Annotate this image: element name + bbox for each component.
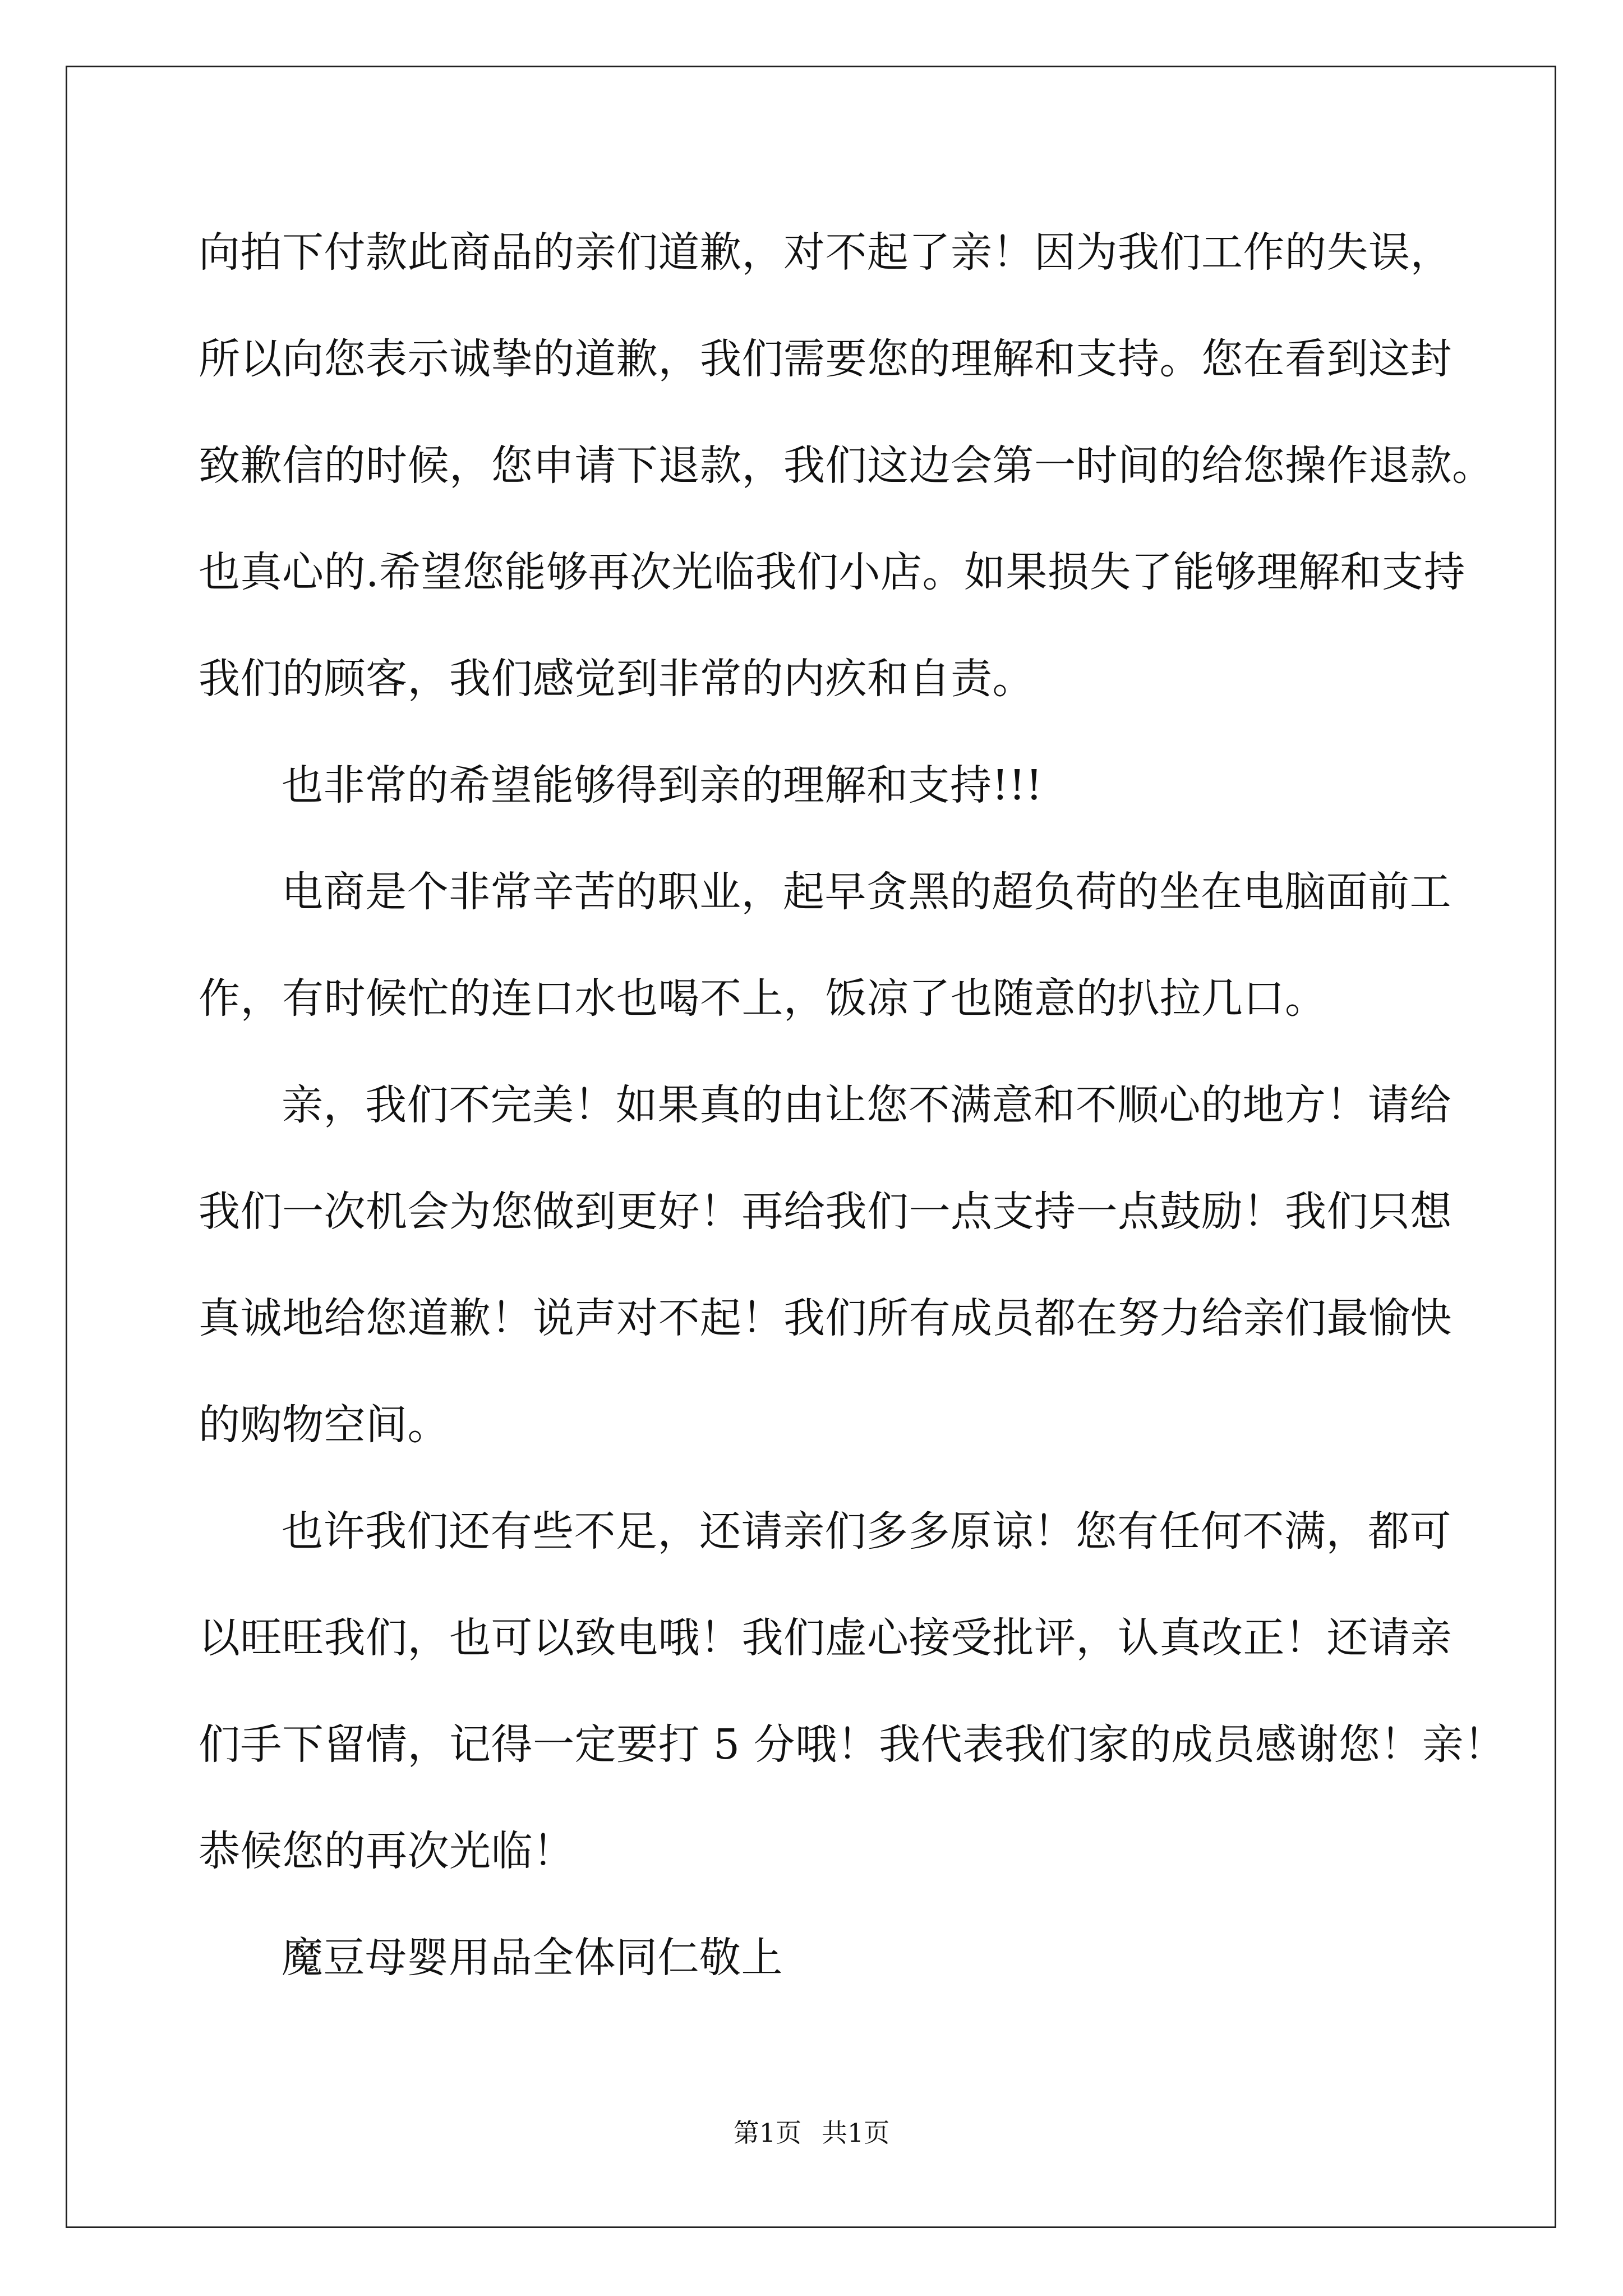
text-line: 真诚地给您道歉！说声对不起！我们所有成员都在努力给亲们最愉快 [199, 1294, 1452, 1342]
signature [199, 1904, 1455, 2011]
text-line: 我们一次机会为您做到更好！再给我们一点支持一点鼓励！我们只想 [199, 1188, 1452, 1236]
text-line: 亲，我们不完美！如果真的由让您不满意和不顺心的地方！请给 [282, 1081, 1451, 1129]
text-line: 也真心的.希望您能够再次光临我们小店。如果损失了能够理解和支持 [199, 548, 1466, 596]
paragraph-2 [199, 732, 1455, 839]
text-line: 电商是个非常辛苦的职业，起早贪黑的超负荷的坐在电脑面前工 [282, 868, 1451, 916]
text-line: 恭候您的再次光临！ [199, 1827, 575, 1875]
paragraph-3 [199, 839, 1455, 1052]
text-line: 也非常的希望能够得到亲的理解和支持!!! [282, 761, 1043, 809]
text-line: 魔豆母婴用品全体同仁敬上 [282, 1934, 783, 1982]
text-line: 向拍下付款此商品的亲们道歉，对不起了亲！因为我们工作的失误， [199, 228, 1452, 277]
text-line: 也许我们还有些不足，还请亲们多多原谅！您有任何不满，都可 [282, 1507, 1451, 1556]
page-number-current: 第1页 [733, 2118, 801, 2148]
paragraph-5 [199, 1478, 1506, 1904]
text-line: 我们的顾客，我们感觉到非常的内疚和自责。 [199, 655, 1034, 703]
text-line: 致歉信的时候，您申请下退款，我们这边会第一时间的给您操作退款。 [199, 441, 1494, 490]
document-body [199, 199, 1506, 2011]
text-line: 所以向您表示诚挚的道歉，我们需要您的理解和支持。您在看到这封 [199, 335, 1452, 383]
paragraph-4 [199, 1052, 1455, 1478]
text-line: 作，有时候忙的连口水也喝不上，饭凉了也随意的扒拉几口。 [199, 974, 1327, 1023]
page-footer [0, 2116, 1623, 2150]
page-number-total: 共1页 [822, 2118, 890, 2148]
text-line: 们手下留情，记得一定要打 5 分哦！我代表我们家的成员感谢您！亲！ [199, 1720, 1506, 1769]
text-line: 以旺旺我们，也可以致电哦！我们虚心接受批评，认真改正！还请亲 [199, 1614, 1452, 1662]
text-line: 的购物空间。 [199, 1401, 449, 1449]
paragraph-1 [199, 199, 1494, 732]
